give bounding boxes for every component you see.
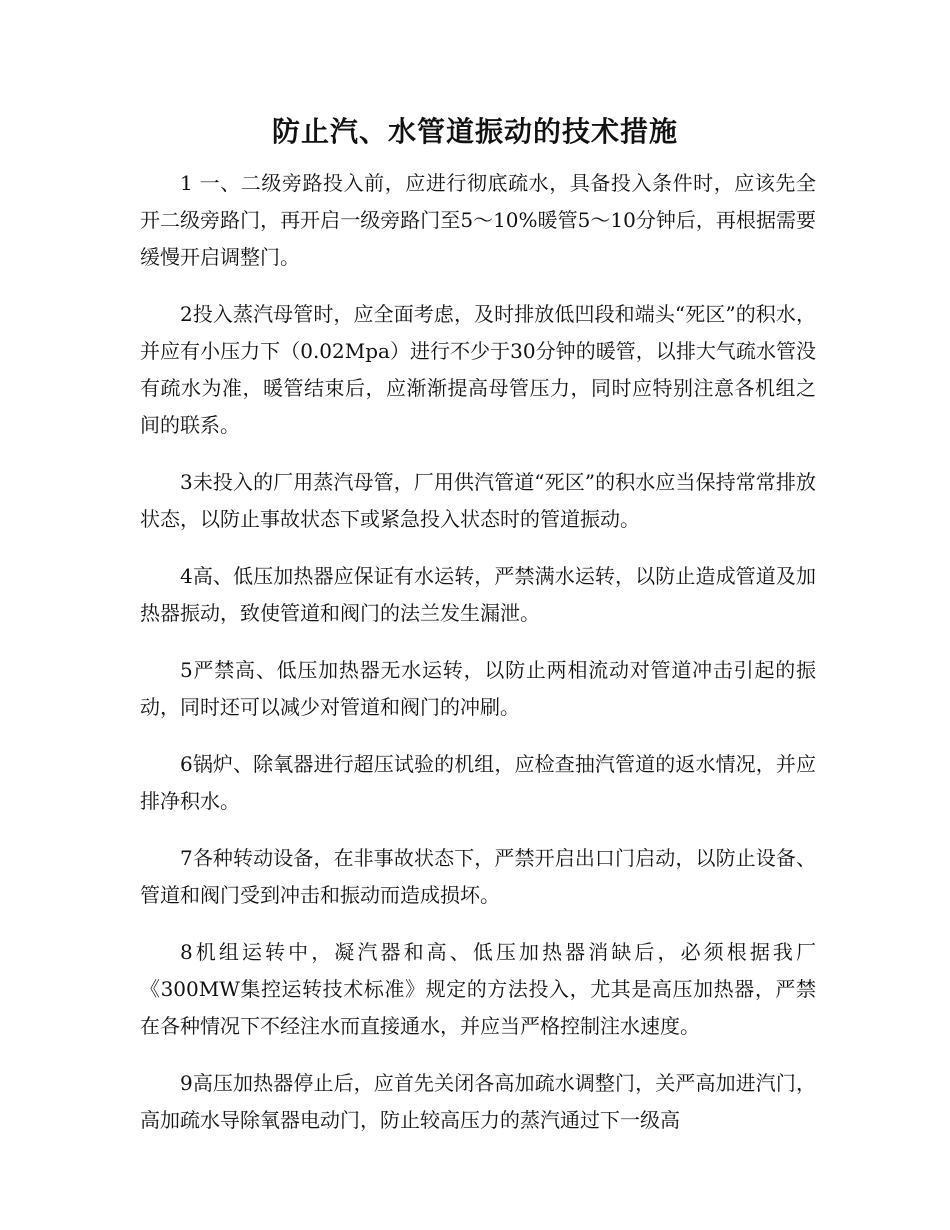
document-title: 防止汽、水管道振动的技术措施 [271,115,678,148]
paragraph-3: 3未投入的厂用蒸汽母管，厂用供汽管道“死区”的积水应当保持常常排放状态，以防止事故状态下或紧急投入状态时的管道振动。 [140,470,816,531]
paragraph-9: 9高压加热器停止后，应首先关闭各高加疏水调整门，关严高加进汽门，高加疏水导除氧器电动门，防止较高压力的蒸汽通过下一级高 [140,1071,816,1132]
paragraph-7: 7各种转动设备，在非事故状态下，严禁开启出口门启动，以防止设备、管道和阀门受到冲击和振动而造成损坏。 [140,846,816,907]
paragraph-1: 1 一、二级旁路投入前，应进行彻底疏水，具备投入条件时，应该先全开二级旁路门，再开启一级旁路门至5～10%暖管5～10分钟后，再根据需要缓慢开启调整门。 [140,171,816,269]
paragraph-4: 4高、低压加热器应保证有水运转，严禁满水运转，以防止造成管道及加热器振动，致使管道和阀门的法兰发生漏泄。 [140,564,816,625]
paragraph-5: 5严禁高、低压加热器无水运转，以防止两相流动对管道冲击引起的振动，同时还可以减少对管道和阀门的冲刷。 [140,658,816,719]
paragraph-8: 8机组运转中，凝汽器和高、低压加热器消缺后，必须根据我厂《300MW集控运转技术标准》规定的方法投入，尤其是高压加热器，严禁在各种情况下不经注水而直接通水，并应当严格控制注水速度。 [140,940,816,1038]
document-body [140,165,816,1159]
paragraph-2: 2投入蒸汽母管时，应全面考虑，及时排放低凹段和端头“死区”的积水，并应有小压力下（0.02Mpa）进行不少于30分钟的暖管，以排大气疏水管没有疏水为准，暖管结束后，应渐渐提高母管压力，同时应特别注意各机组之间的联系。 [140,302,816,437]
paragraph-6: 6锅炉、除氧器进行超压试验的机组，应检查抽汽管道的返水情况，并应排净积水。 [140,752,816,813]
